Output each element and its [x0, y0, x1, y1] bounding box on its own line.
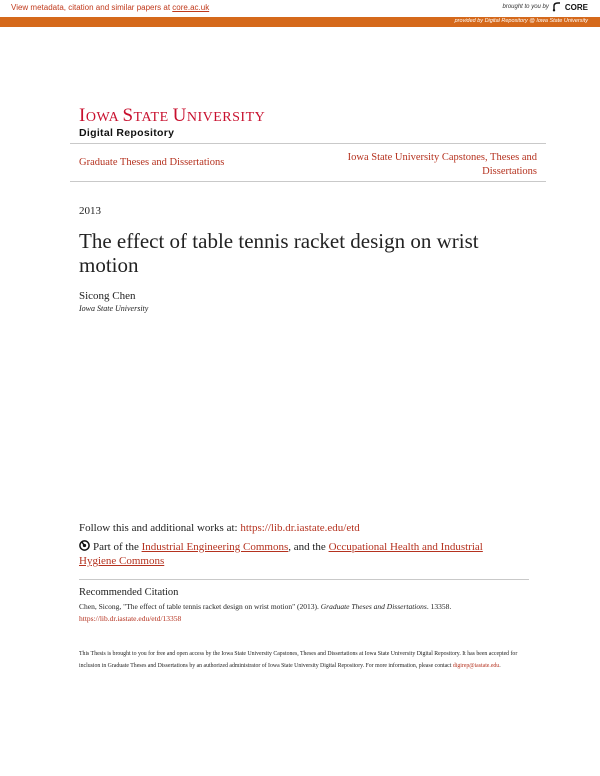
core-bar — [0, 0, 600, 17]
provided-text: provided by Digital Repository @ Iowa State University — [454, 18, 588, 24]
core-label: CORE — [564, 2, 588, 12]
follow-link[interactable]: https://lib.dr.iastate.edu/etd — [240, 522, 360, 534]
author-affiliation: Iowa State University — [79, 304, 149, 313]
citation-link[interactable]: https://lib.dr.iastate.edu/etd/13358 — [79, 614, 182, 623]
collection-link-capstones[interactable]: Iowa State University Capstones, Theses and Dissertations — [347, 152, 537, 177]
university-logo[interactable] — [79, 106, 265, 139]
citation-divider — [79, 579, 529, 580]
core-badge[interactable]: brought to you by CORE — [502, 2, 588, 12]
part-of-line: Part of the Industrial Engineering Commons, and the Occupational Health and Industrial Hygiene Commons — [79, 541, 483, 567]
author-name: Sicong Chen — [79, 290, 136, 302]
citation-heading: Recommended Citation — [79, 587, 179, 598]
paper-title: The effect of table tennis racket design on wrist motion — [79, 229, 479, 277]
open-access-icon — [79, 540, 90, 551]
publication-year: 2013 — [79, 205, 101, 217]
collection-link-graduate[interactable]: Graduate Theses and Dissertations — [79, 157, 225, 168]
follow-line: Follow this and additional works at: https://lib.dr.iastate.edu/etd — [79, 522, 360, 534]
collections-box — [70, 143, 546, 182]
university-wordmark: IOWA STATE UNIVERSITY — [79, 105, 266, 126]
industrial-engineering-link[interactable]: Industrial Engineering Commons — [141, 541, 289, 553]
repository-subtitle: Digital Repository — [79, 127, 175, 139]
citation-text: Chen, Sicong, "The effect of table tennis racket design on wrist motion" (2013). Graduate Theses and Dissertations. 13358. https://lib.dr.iastate.edu/etd/13358 — [79, 602, 452, 623]
core-metadata-text: View metadata, citation and similar papers at core.ac.uk — [11, 3, 210, 12]
contact-email-link[interactable]: digirep@iastate.edu — [452, 663, 500, 669]
access-notice: This Thesis is brought to you for free and open access by the Iowa State University Capstones, Theses and Dissertations at Iowa State University Digital Repository. It has been accepted for inclusion in Graduate Theses and Dissertations by an authorized administrator of Iowa State University Digital Repository. For more information, please contact digirep@iastate.edu. — [79, 651, 518, 669]
core-logo-icon — [552, 2, 562, 12]
provided-bar — [0, 17, 600, 27]
occupational-health-link[interactable]: Occupational Health and Industrial Hygiene Commons — [79, 541, 483, 567]
core-link[interactable]: core.ac.uk — [172, 3, 210, 12]
